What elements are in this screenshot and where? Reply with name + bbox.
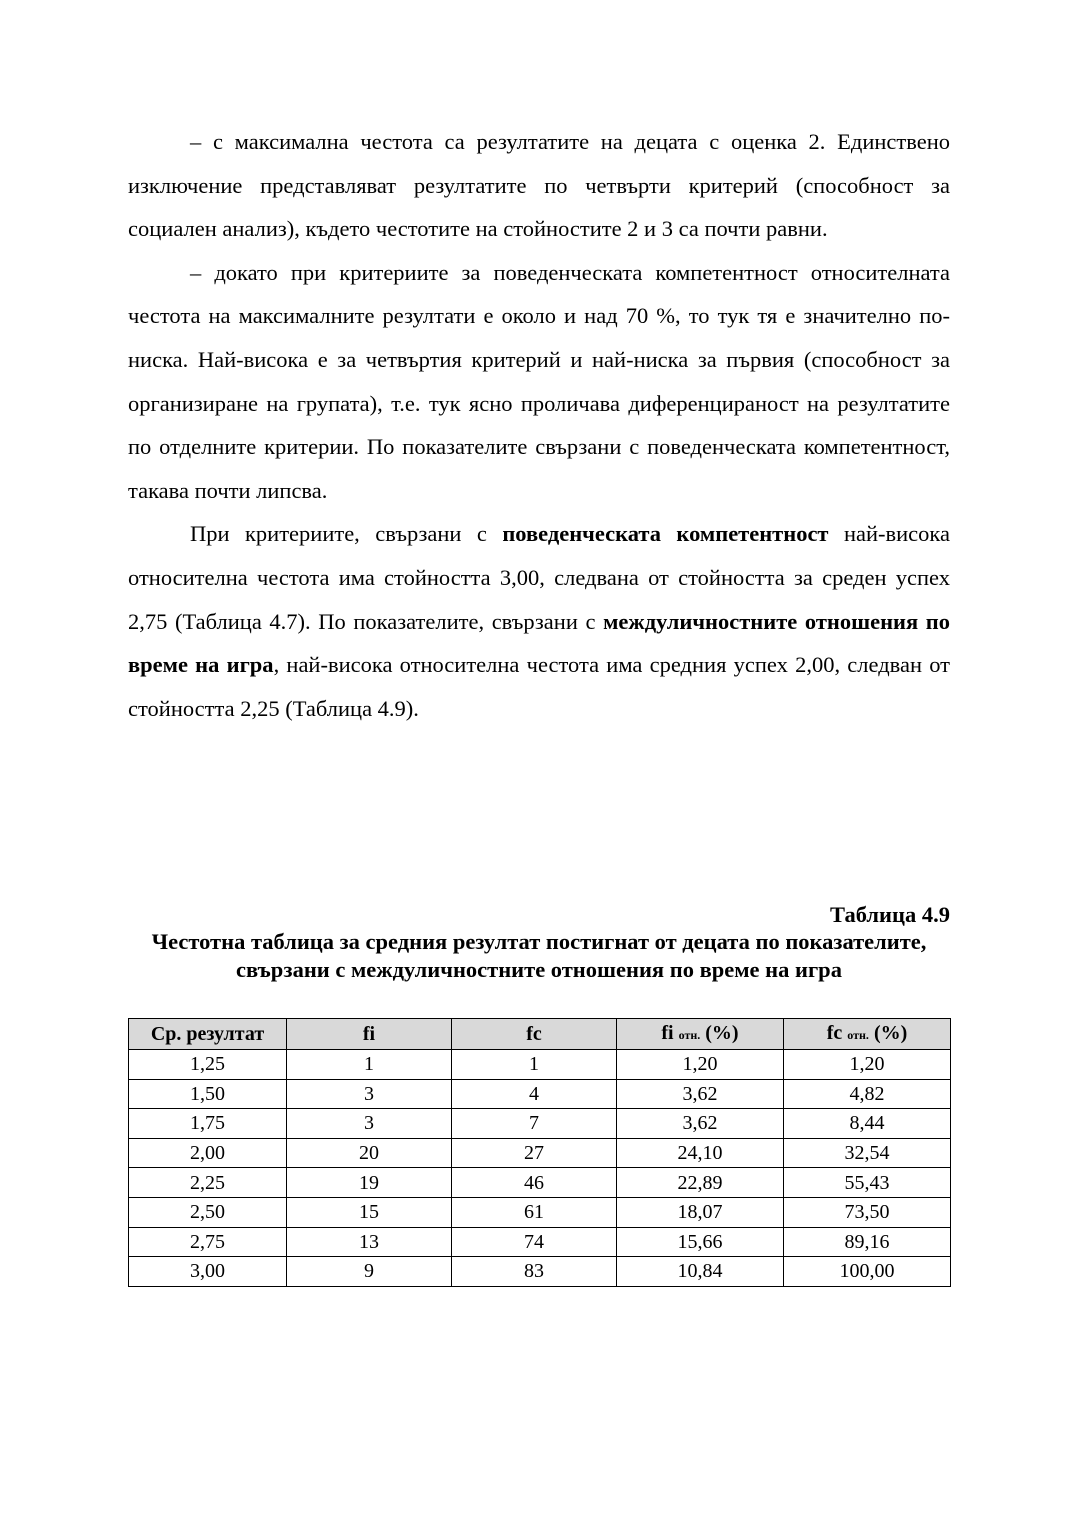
table-cell: 20 bbox=[287, 1138, 452, 1168]
header-avg-result: Ср. резултат bbox=[129, 1019, 287, 1050]
table-cell: 55,43 bbox=[784, 1168, 951, 1198]
table-cell: 2,50 bbox=[129, 1197, 287, 1227]
table-cell: 3,62 bbox=[617, 1079, 784, 1109]
paragraph-3 bbox=[128, 512, 950, 730]
header-sub: отн. bbox=[678, 1028, 701, 1042]
header-sub: отн. bbox=[847, 1028, 869, 1042]
bold-term: междуличностните отношения по време на игра bbox=[128, 608, 951, 678]
table-title: Честотна таблица за средния резултат постигнат от децата по показателите, свързани с междуличностните отношения по време на игра bbox=[151, 929, 927, 982]
table-cell: 10,84 bbox=[617, 1257, 784, 1287]
header-text: fi bbox=[661, 1022, 674, 1044]
table-header-row bbox=[129, 1019, 951, 1050]
table-cell: 24,10 bbox=[617, 1138, 784, 1168]
table-cell: 2,00 bbox=[129, 1138, 287, 1168]
bold-term: поведенческата компетентност bbox=[502, 521, 829, 547]
table-row bbox=[129, 1257, 951, 1287]
table-row bbox=[129, 1109, 951, 1139]
table-cell: 9 bbox=[287, 1257, 452, 1287]
table-cell: 1,25 bbox=[129, 1050, 287, 1080]
header-text: fc bbox=[826, 1022, 843, 1044]
table-cell: 2,75 bbox=[129, 1227, 287, 1257]
table-cell: 4 bbox=[452, 1079, 617, 1109]
table-cell: 46 bbox=[452, 1168, 617, 1198]
table-cell: 1,20 bbox=[617, 1050, 784, 1080]
table-cell: 3,00 bbox=[129, 1257, 287, 1287]
table-row bbox=[129, 1227, 951, 1257]
table-cell: 19 bbox=[287, 1168, 452, 1198]
table-cell: 3 bbox=[287, 1109, 452, 1139]
header-unit: (%) bbox=[873, 1022, 908, 1044]
frequency-table bbox=[128, 1018, 951, 1287]
table-cell: 1 bbox=[452, 1050, 617, 1080]
paragraph-2: – докато при критериите за поведенческата компетентност относителната честота на максималните резултати е около и над 70 %, то тук тя е значително по-ниска. Най-висока е за четвъртия критерий и най-ниска за първия (способност за организиране на групата), т.е. тук ясно проличава диференцираност на резултатите по отделните критерии. По показателите свързани с поведенческата компетентност, такава почти липсва. bbox=[128, 259, 950, 503]
table-number: Таблица 4.9 bbox=[830, 902, 950, 927]
table-cell: 2,25 bbox=[129, 1168, 287, 1198]
table-cell: 4,82 bbox=[784, 1079, 951, 1109]
header-fc-rel bbox=[784, 1019, 951, 1050]
table-cell: 22,89 bbox=[617, 1168, 784, 1198]
table-cell: 13 bbox=[287, 1227, 452, 1257]
text-segment: най-висока относителна честота има стойността 3,00, следвана от стойността за среден успех 2,75 (Таблица 4.7). По показателите, свързани с bbox=[128, 521, 950, 634]
table-cell: 8,44 bbox=[784, 1109, 951, 1139]
header-fi-rel bbox=[617, 1019, 784, 1050]
table-cell: 32,54 bbox=[784, 1138, 951, 1168]
table-cell: 27 bbox=[452, 1138, 617, 1168]
table-cell: 61 bbox=[452, 1197, 617, 1227]
header-fi: fi bbox=[287, 1019, 452, 1050]
text-segment: При критериите, свързани с bbox=[190, 521, 503, 547]
table-row bbox=[129, 1168, 951, 1198]
table-cell: 89,16 bbox=[784, 1227, 951, 1257]
table-cell: 15 bbox=[287, 1197, 452, 1227]
table-cell: 100,00 bbox=[784, 1257, 951, 1287]
table-cell: 74 bbox=[452, 1227, 617, 1257]
table-row bbox=[129, 1050, 951, 1080]
table-cell: 7 bbox=[452, 1109, 617, 1139]
table-cell: 18,07 bbox=[617, 1197, 784, 1227]
table-row bbox=[129, 1138, 951, 1168]
table-cell: 3,62 bbox=[617, 1109, 784, 1139]
table-cell: 3 bbox=[287, 1079, 452, 1109]
text-segment: , най-висока относителна честота има средния успех 2,00, следван от стойността 2,25 (Таблица 4.9). bbox=[128, 652, 950, 721]
table-cell: 1,20 bbox=[784, 1050, 951, 1080]
table-row bbox=[129, 1197, 951, 1227]
paragraph-1: – с максимална честота са резултатите на децата с оценка 2. Единствено изключение представляват резултатите по четвърти критерий (способност за социален анализ), където честотите на стойностите 2 и 3 са почти равни. bbox=[128, 129, 950, 242]
table-cell: 1 bbox=[287, 1050, 452, 1080]
header-fc: fc bbox=[452, 1019, 617, 1050]
table-cell: 1,50 bbox=[129, 1079, 287, 1109]
body-text bbox=[128, 120, 950, 730]
table-caption bbox=[128, 902, 950, 984]
table-cell: 73,50 bbox=[784, 1197, 951, 1227]
header-unit: (%) bbox=[705, 1022, 739, 1044]
table-cell: 1,75 bbox=[129, 1109, 287, 1139]
table-cell: 83 bbox=[452, 1257, 617, 1287]
table-cell: 15,66 bbox=[617, 1227, 784, 1257]
table-row bbox=[129, 1079, 951, 1109]
